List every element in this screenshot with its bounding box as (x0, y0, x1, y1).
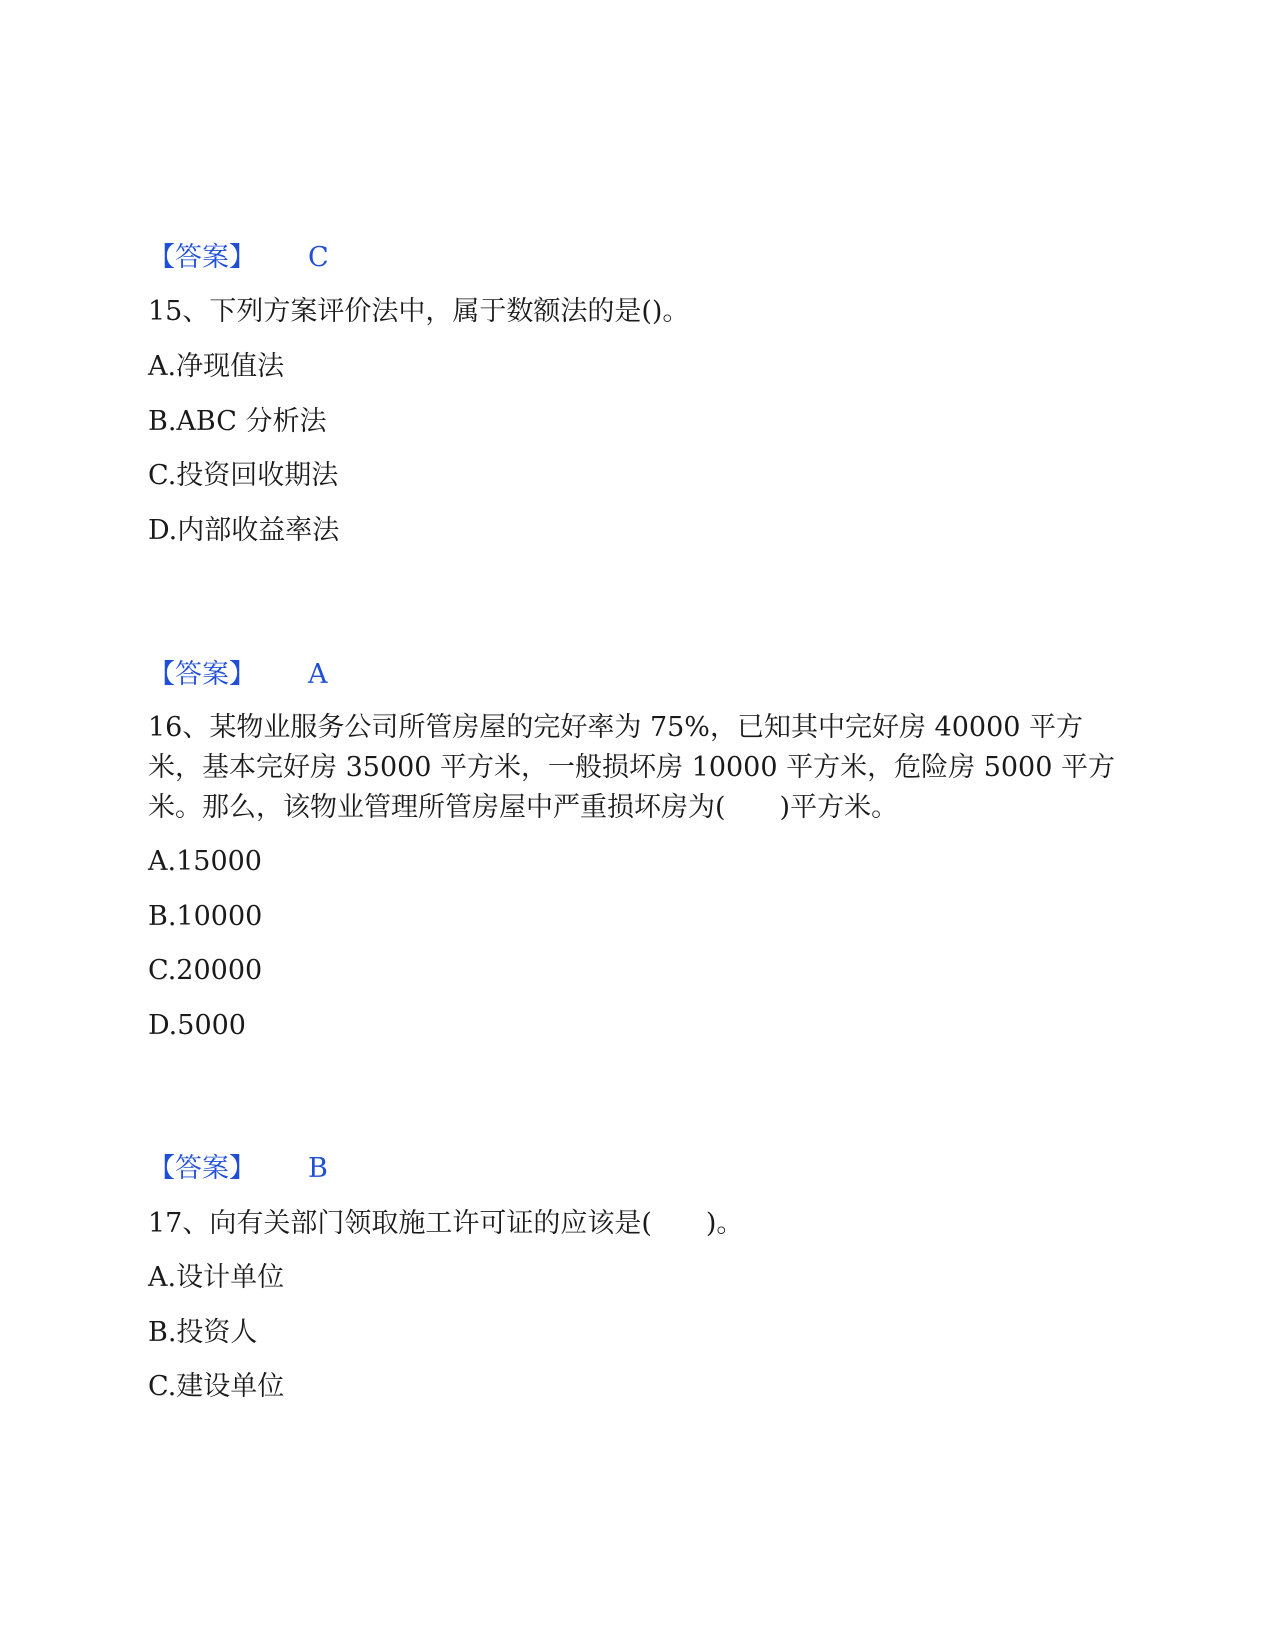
option-b: B.投资人 (148, 1317, 258, 1348)
option-b: B.10000 (148, 901, 263, 932)
option-d: D.5000 (148, 1010, 246, 1041)
option-a: A.净现值法 (148, 351, 285, 382)
answer-letter: C (308, 242, 329, 273)
answer-letter: A (308, 659, 328, 690)
answer-label: 【答案】 (148, 1153, 256, 1184)
option-c: C.建设单位 (148, 1371, 285, 1402)
answer-letter: B (308, 1153, 328, 1184)
answer-label: 【答案】 (148, 242, 256, 273)
answer-line-2 (148, 655, 328, 695)
option-a: A.设计单位 (148, 1262, 285, 1293)
option-d: D.内部收益率法 (148, 515, 340, 546)
answer-line-1 (148, 238, 329, 278)
question-16: 16、某物业服务公司所管房屋的完好率为 75%，已知其中完好房 40000 平方米，基本完好房 35000 平方米，一般损坏房 10000 平方米，危险房 5000 平方米。那么，该物业管理所管房屋中严重损坏房为( )平方米。 (148, 712, 1115, 823)
option-a: A.15000 (148, 846, 262, 877)
option-b: B.ABC 分析法 (148, 406, 327, 437)
question-15: 15、下列方案评价法中，属于数额法的是()。 (148, 296, 690, 327)
option-c: C.投资回收期法 (148, 460, 339, 491)
question-17: 17、向有关部门领取施工许可证的应该是( )。 (148, 1208, 744, 1239)
option-c: C.20000 (148, 955, 263, 986)
answer-label: 【答案】 (148, 659, 256, 690)
answer-line-3 (148, 1149, 328, 1189)
